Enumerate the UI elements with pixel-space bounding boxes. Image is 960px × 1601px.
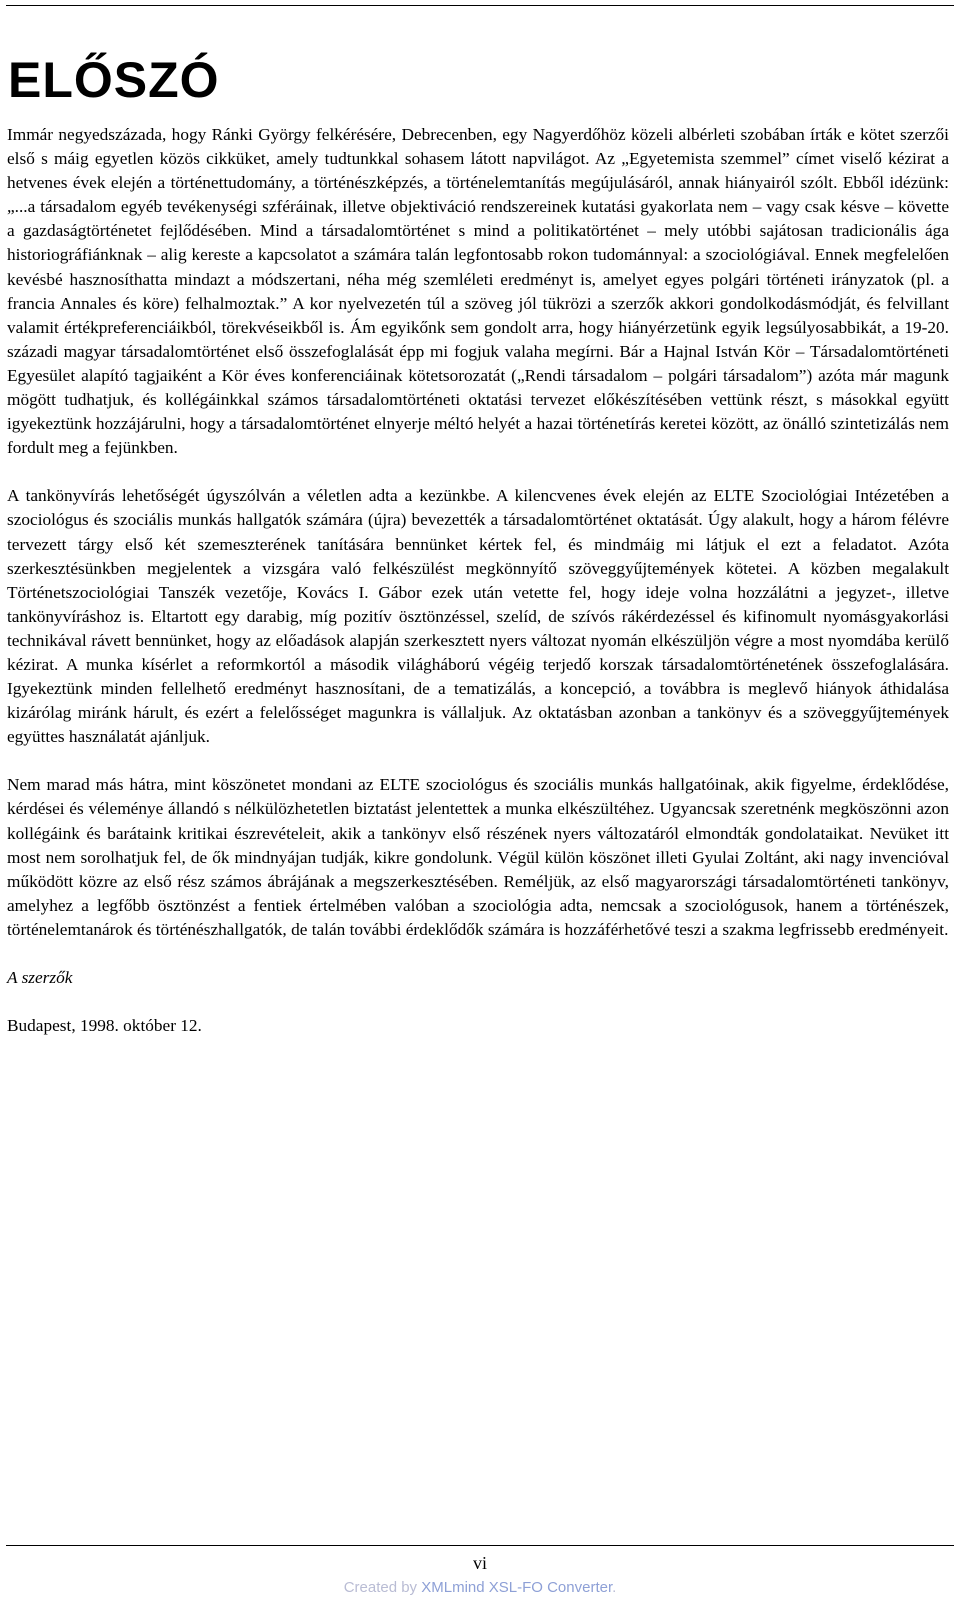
page-title: ELŐSZÓ xyxy=(8,52,220,108)
paragraph-2: A tankönyvírás lehetőségét úgyszólván a véletlen adta a kezünkbe. A kilencvenes évek elején az ELTE Szociológiai Intézetében a szociológus és szociális munkás hallgatók számára (újra) bevezették a társadalomtörténet oktatását. Úgy alakult, hogy a három félévre tervezett tárgy első két szemeszterének tanítására bennünket kértek fel, és mindmáig mi látjuk el ezt a feladatot. Azóta szerkesztésünkben megjelentek a vizsgára való felkészülést megkönnyítő szöveggyűjtemények kötetei. A közben megalakult Történetszociológiai Tanszék vezetője, Kovács I. Gábor ezek után vetette fel, hogy ideje volna hozzálátni a jegyzet-, illetve tankönyvíráshoz is. Eltartott egy darabig, míg pozitív ösztönzéssel, szelíd, de szívós rákérdezéssel és kifinomult nyomásgyakorlási technikával rávett bennünket, hogy az előadások alapján szerkesztett nyers változat nyomán elkészüljön végre a most nyomdába kerülő kézirat. A munka kísérlet a reformkortól a második világháború végéig terjedő korszak társadalomtörténetének összefoglalására. Igyekeztünk minden fellelhető eredményt hasznosítani, de a tematizálás, a koncepció, a továbbra is meglevő hiányok áthidalása kizárólag miránk hárult, és ezért a felelősséget magunkra is vállaljuk. Az oktatásban azonban a tankönyv és a szöveggyűjtemények együttes használatát ajánljuk. xyxy=(7,486,949,747)
credit-suffix: . xyxy=(612,1579,617,1596)
paragraph-3: Nem marad más hátra, mint köszönetet mondani az ELTE szociológus és szociális munkás hallgatóinak, akik figyelme, érdeklődése, kérdései és véleménye állandó s nélkülözhetetlen biztatást jelentettek a munka elkészültéhez. Ugyancsak szeretnénk megköszönni azon kollégáink és barátaink kritikai észrevételeit, akik a tankönyv első részének nyers változatáról elmondták gondolataikat. Nevüket itt most nem sorolhatjuk fel, de ők mindnyájan tudják, kikre gondolunk. Végül külön köszönet illeti Gyulai Zoltánt, aki nagy invencióval működött közre az első rész számos ábrájának a megszerkesztésében. Reméljük, az első magyarországi társadalomtörténeti tankönyv, amelyhez a legfőbb ösztönzést a fentiek értelmében valóban a szociológia adta, nemcsak a szociológusok, hanem a történészek, történelemtanárok és történészhallgatók, de talán további érdeklődők számára is hozzáférhetővé teszi a szakma legfrissebb eredményeit. xyxy=(7,775,949,939)
credit-brand-link[interactable]: XMLmind XSL-FO Converter xyxy=(421,1579,613,1596)
bottom-rule xyxy=(6,1545,954,1546)
place-date: Budapest, 1998. október 12. xyxy=(7,1016,202,1036)
document-body xyxy=(7,123,949,1062)
top-rule xyxy=(6,5,954,6)
signature: A szerzők xyxy=(7,968,73,987)
paragraph-1: Immár negyedszázada, hogy Ránki György felkérésére, Debrecenben, egy Nagyerdőhöz közeli albérleti szobában írták e kötet szerzői első s máig egyetlen közös cikküket, amely tudtunkkal sohasem látott napvilágot. Az „Egyetemista szemmel” címet viselő kézirat a hetvenes évek elején a történettudomány, a történészképzés, a történelemtanítás megújulásáról, annak hiányairól szólt. Ebből idézünk: „...a társadalom egyéb tevékenységi szféráinak, illetve objektiváció rendszereinek kutatási gyakorlata nem – vagy csak késve – követte a gazdaságtörténetet fejlődésében. Mind a társadalomtörténet s mind a politikatörténet – mely utóbbi sajátosan tradicionális ága historiográfiánknak – alig kereste a kapcsolatot a számára talán legfontosabb rokon tudománnyal: a szociológiával. Ennek megfelelően kevésbé hasznosíthatta mindazt a módszertani, néha még szemléleti eredményt is, amelyet egyes polgári történeti irányzatok (pl. a francia Annales és köre) felhalmoztak.” A kor nyelvezetén túl a szöveg jól tükrözi a szerzők akkori gondolkodásmódját, és felvillant valamit értékpreferenciáikból, törekvéseikből is. Ám egyikőnk sem gondolt arra, hogy hiányérzetünk egyik legsúlyosabbikát, a 19-20. századi magyar társadalomtörténet első összefoglalását épp mi fogjuk valaha megírni. Bár a Hajnal István Kör – Társadalomtörténeti Egyesület alapító tagjaiként a Kör éves konferenciáinak kötetsorozatát („Rendi társadalom – polgári társadalom”) azóta már magunk mögött tudhatjuk, és kollégáinkkal számos társadalomtörténeti oktatási tervezet előkészítésében vettünk részt, s másokkal együtt igyekeztünk hozzájárulni, hogy a társadalomtörténet elnyerje méltó helyét a hazai történetírás keretei között, az önálló szintetizálás nem fordult meg a fejünkben. xyxy=(7,125,949,458)
footer-credit xyxy=(0,1579,960,1596)
credit-prefix: Created by xyxy=(343,1579,422,1596)
page-number: vi xyxy=(472,1553,487,1573)
